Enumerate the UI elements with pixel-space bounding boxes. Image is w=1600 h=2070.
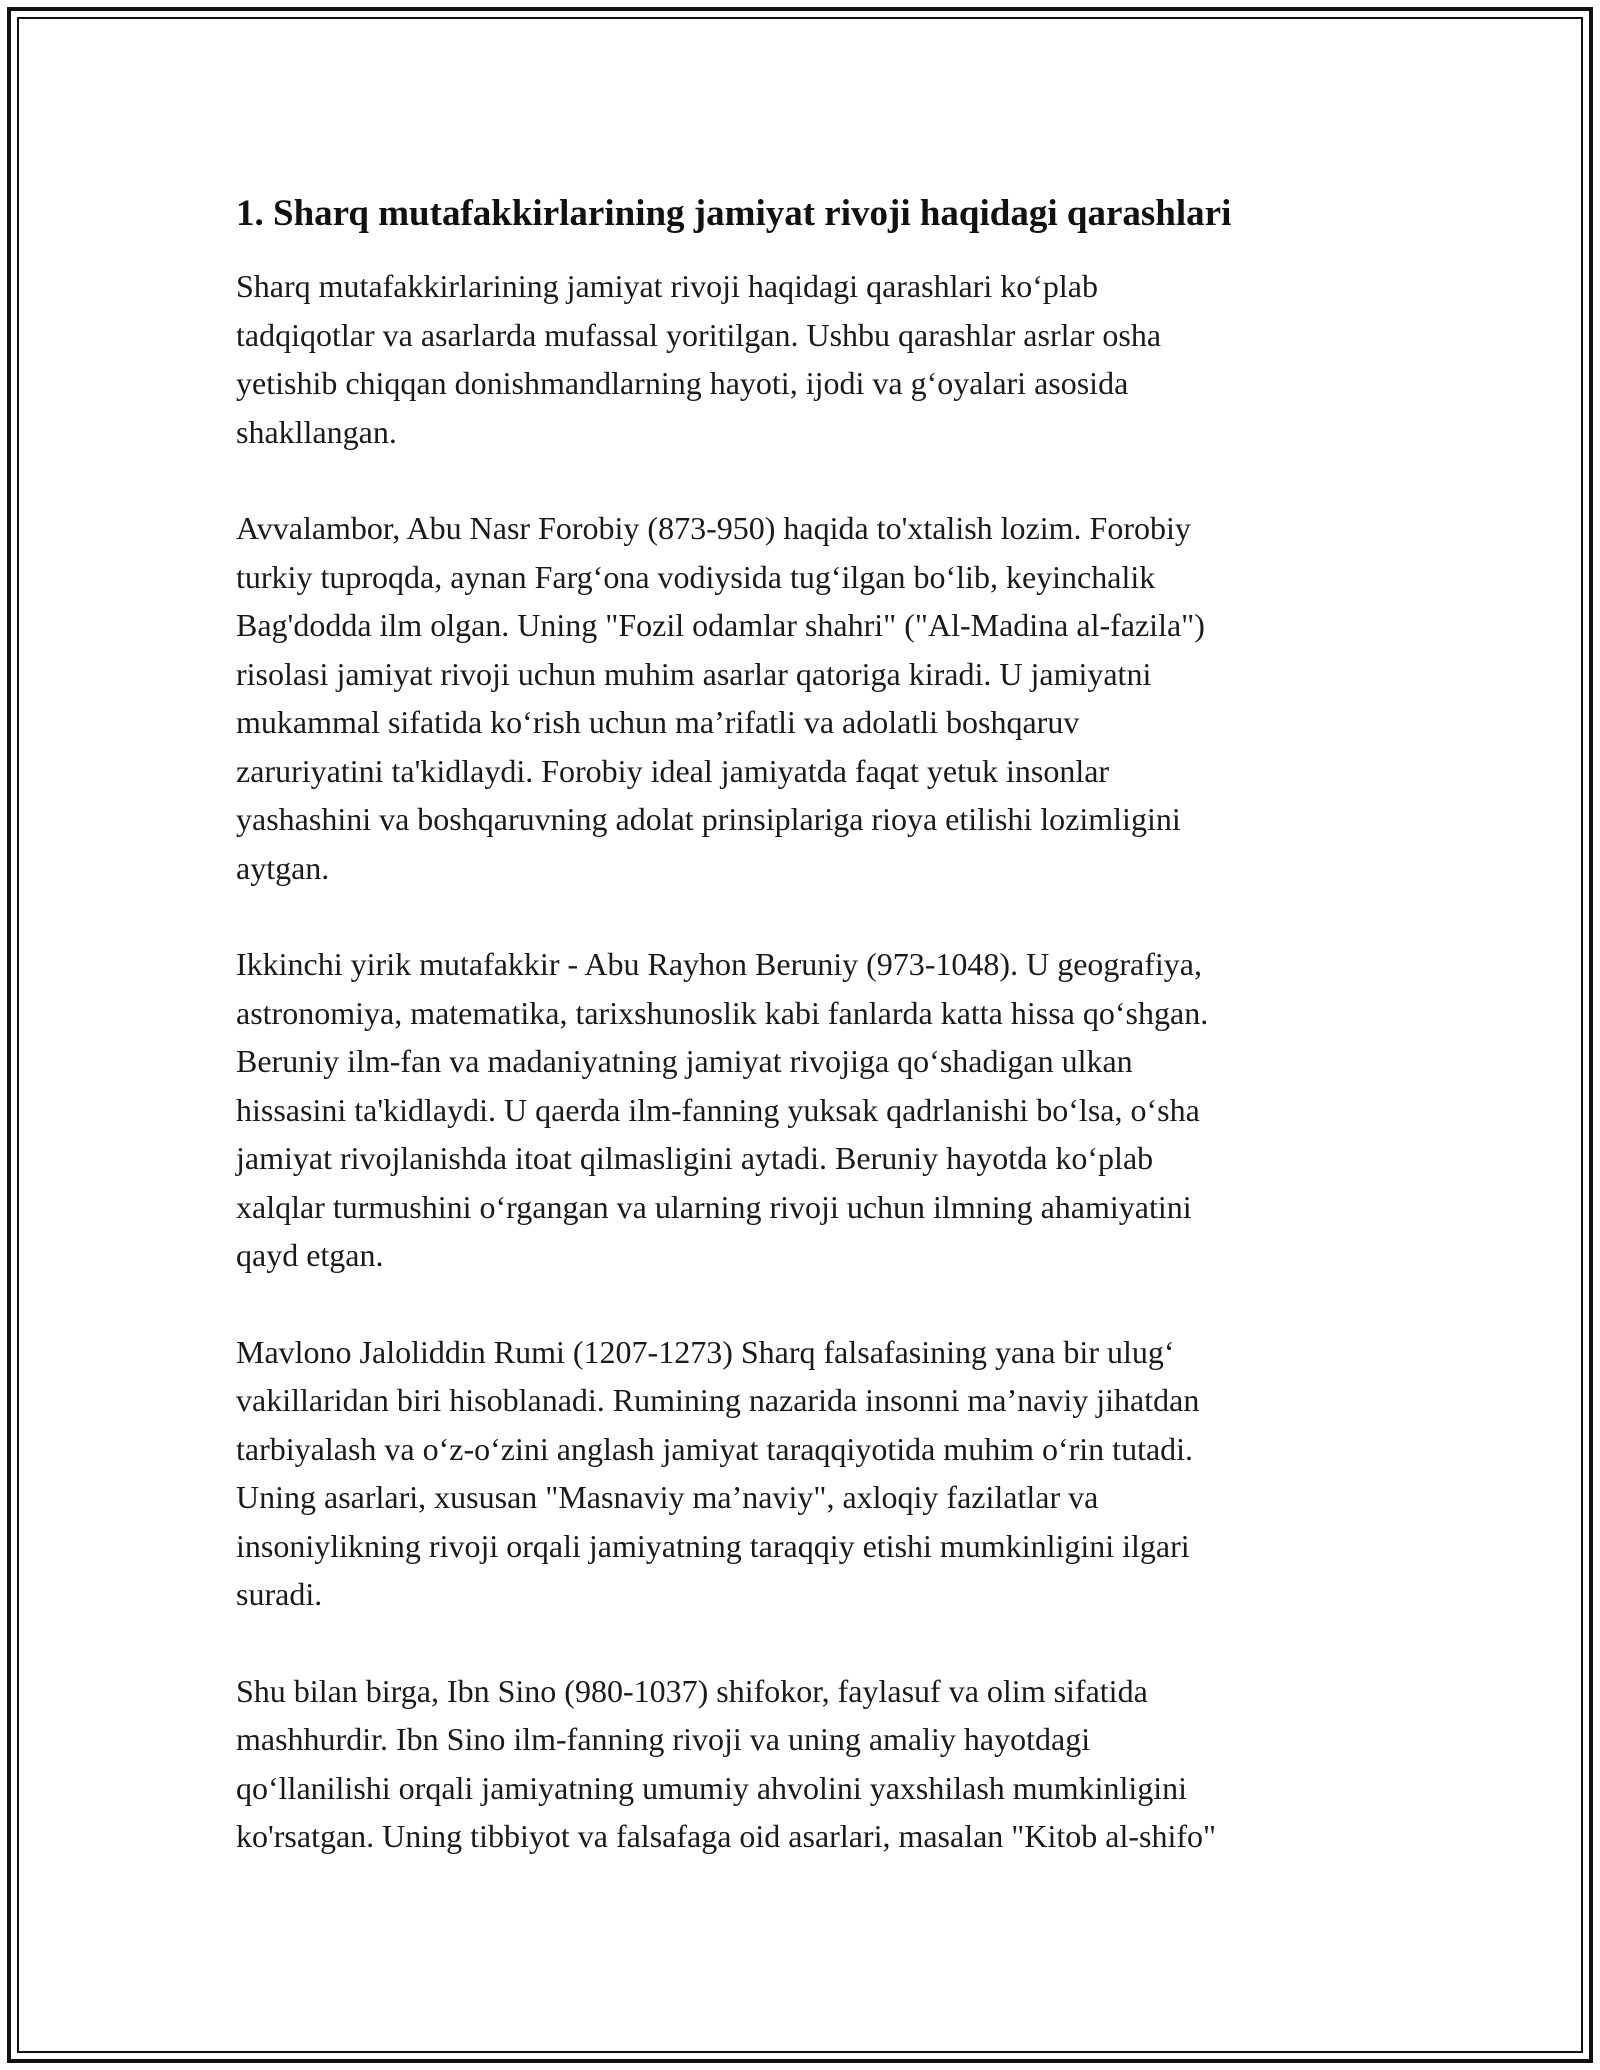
text-line: Avvalambor, Abu Nasr Forobiy (873-950) haqida to'xtalish lozim. Forobiy — [236, 510, 1191, 546]
text-line: tadqiqotlar va asarlarda mufassal yoritilgan. Ushbu qarashlar asrlar osha — [236, 316, 1162, 353]
text-line: xalqlar turmushini oʻrgangan va ularning rivoji uchun ilmning ahamiyatini — [236, 1188, 1192, 1225]
text-line: astronomiya, matematika, tarixshunoslik kabi fanlarda katta hissa qoʻshgan. — [236, 994, 1209, 1031]
text-line: yetishib chiqqan donishmandlarning hayoti, ijodi va gʻoyalari asosida — [236, 365, 1129, 401]
paragraph-beruniy — [236, 940, 1386, 1280]
text-line: risolasi jamiyat rivoji uchun muhim asarlar qatoriga kiradi. U jamiyatni — [236, 655, 1152, 692]
text-line: tarbiyalash va oʻz-oʻzini anglash jamiyat taraqqiyotida muhim oʻrin tutadi. — [236, 1430, 1194, 1467]
text-line: qoʻllanilishi orqali jamiyatning umumiy ahvolini yaxshilash mumkinligini — [236, 1769, 1188, 1806]
text-line: Uning asarlari, xususan "Masnaviy maʼnaviy", axloqiy fazilatlar va — [236, 1479, 1099, 1515]
text-line: shakllangan. — [236, 413, 397, 450]
text-line: qayd etgan. — [236, 1237, 384, 1273]
text-line: Beruniy ilm-fan va madaniyatning jamiyat rivojiga qoʻshadigan ulkan — [236, 1043, 1133, 1079]
text-line: yashashini va boshqaruvning adolat prinsiplariga rioya etilishi lozimligini — [236, 801, 1181, 837]
text-line: hissasini ta'kidlaydi. U qaerda ilm-fanning yuksak qadrlanishi boʻlsa, oʻsha — [236, 1091, 1200, 1128]
text-line: insoniylikning rivoji orqali jamiyatning taraqqiy etishi mumkinligini ilgari — [236, 1527, 1190, 1564]
text-line: Bag'dodda ilm olgan. Uning "Fozil odamlar shahri" ("Al-Madina al-fazila") — [236, 607, 1205, 643]
text-line: mukammal sifatida koʻrish uchun maʼrifatli va adolatli boshqaruv — [236, 704, 1080, 740]
paragraph-forobiy — [236, 504, 1386, 892]
text-line: Sharq mutafakkirlarining jamiyat rivoji haqidagi qarashlari koʻplab — [236, 268, 1098, 304]
paragraph-ibn-sino — [236, 1667, 1386, 1861]
text-line: Ikkinchi yirik mutafakkir - Abu Rayhon Beruniy (973-1048). U geografiya, — [236, 946, 1202, 982]
paragraph-rumi — [236, 1328, 1386, 1619]
text-line: Mavlono Jaloliddin Rumi (1207-1273) Sharq falsafasining yana bir ulugʻ — [236, 1333, 1175, 1370]
text-line: aytgan. — [236, 849, 330, 886]
document-body — [236, 186, 1386, 1909]
text-line: ko'rsatgan. Uning tibbiyot va falsafaga oid asarlari, masalan "Kitob al-shifo" — [236, 1818, 1217, 1854]
text-line: vakillaridan biri hisoblanadi. Rumining nazarida insonni maʼnaviy jihatdan — [236, 1382, 1200, 1418]
paragraph-intro — [236, 262, 1386, 456]
text-line: turkiy tuproqda, aynan Fargʻona vodiysida tugʻilgan boʻlib, keyinchalik — [236, 558, 1156, 595]
text-line: jamiyat rivojlanishda itoat qilmasligini aytadi. Beruniy hayotda koʻplab — [236, 1140, 1154, 1176]
text-line: mashhurdir. Ibn Sino ilm-fanning rivoji va uning amaliy hayotdagi — [236, 1721, 1091, 1757]
text-line: zaruriyatini ta'kidlaydi. Forobiy ideal jamiyatda faqat yetuk insonlar — [236, 752, 1110, 789]
section-heading: 1. Sharq mutafakkirlarining jamiyat rivoji haqidagi qarashlari — [236, 193, 1232, 234]
text-line: suradi. — [236, 1576, 323, 1612]
text-line: Shu bilan birga, Ibn Sino (980-1037) shifokor, faylasuf va olim sifatida — [236, 1672, 1148, 1709]
